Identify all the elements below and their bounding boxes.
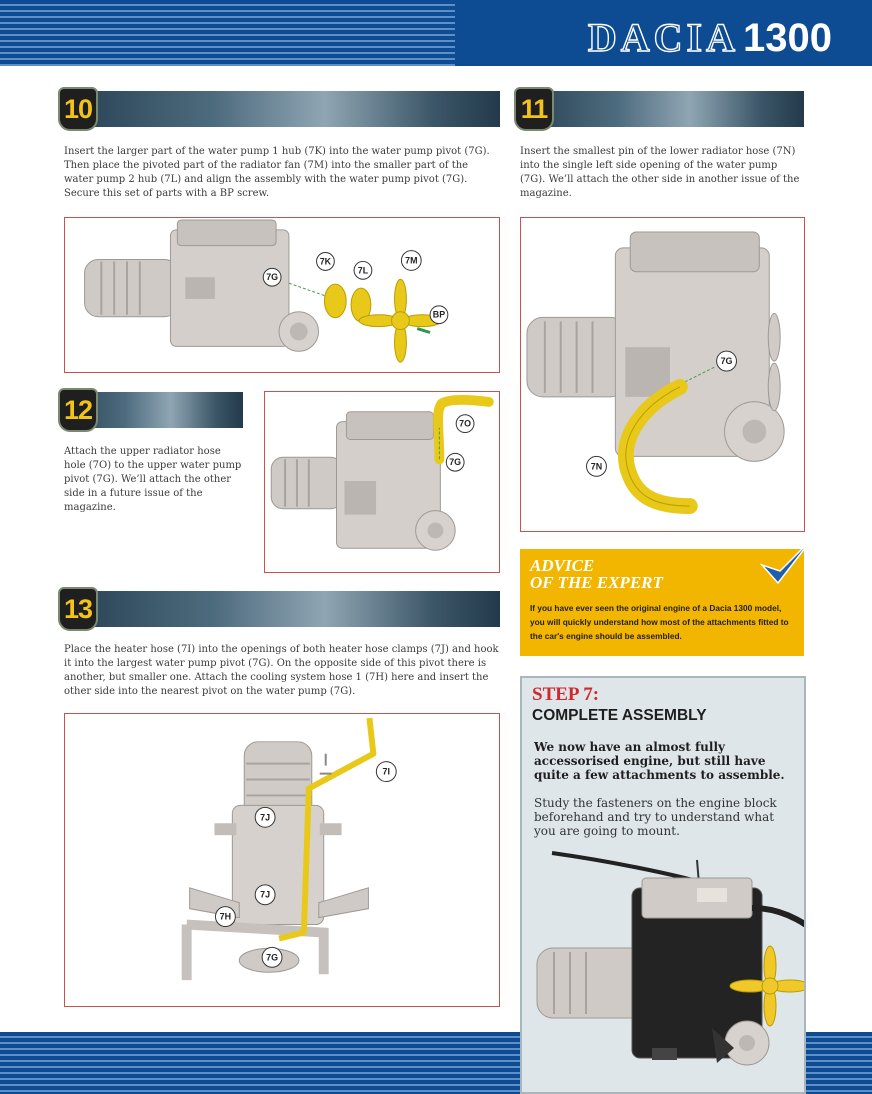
step-7-text: Study the fasteners on the engine block beforehand and try to understand what you are going to mount. bbox=[534, 796, 777, 838]
engine-illustration bbox=[521, 218, 804, 531]
assembled-engine-image bbox=[522, 848, 804, 1092]
advice-title-line2: OF THE EXPERT bbox=[530, 573, 663, 592]
step-7-panel bbox=[520, 676, 806, 1094]
step-13-text: Place the heater hose (7I) into the openings of both heater hose clamps (7J) and hook it into the largest water pump pivot (7G). On the opposite side of this pivot there is another, but smaller one. Attach the cooling system hose 1 (7H) here and insert the other side into the nearest pivot on the water pump (7G). bbox=[64, 644, 499, 697]
brand-word: DACIA bbox=[587, 15, 740, 60]
step-12-text: Attach the upper radiator hose hole (7O) to the upper water pump pivot (7G). We’ll attach the other side in a future issue of the magazine. bbox=[64, 446, 242, 513]
step-10-text: Insert the larger part of the water pump 1 hub (7K) into the water pump pivot (7G). Then place the pivoted part of the radiator fan (7M) into the smaller part of the water pump 2 hub (7L) and align the assembly with the water pump pivot (7G). Secure this set of parts with a BP screw. bbox=[64, 146, 490, 199]
brand-logo bbox=[588, 14, 832, 61]
callout-7n: 7N bbox=[590, 461, 603, 472]
engine-illustration bbox=[65, 218, 499, 372]
callout-7g: 7G bbox=[266, 272, 279, 283]
callout-7i: 7I bbox=[382, 766, 391, 777]
callout-7g: 7G bbox=[720, 356, 733, 367]
step-13-header bbox=[62, 591, 500, 627]
step-11-header bbox=[518, 91, 804, 127]
callout-bp: BP bbox=[432, 309, 446, 320]
advice-box bbox=[520, 549, 804, 656]
step-13-badge bbox=[58, 587, 98, 631]
advice-text: If you have ever seen the original engine of a Dacia 1300 model, you will quickly understand how most of the attachments fitted to the car's engine should be assembled. bbox=[530, 603, 789, 641]
step-number: 13 bbox=[63, 593, 93, 624]
engine-illustration bbox=[65, 714, 499, 1006]
step-10-badge bbox=[58, 87, 98, 131]
step-13-figure bbox=[64, 713, 500, 1007]
callout-7l: 7L bbox=[357, 265, 369, 276]
step-number: 11 bbox=[520, 93, 548, 124]
checkmark-icon bbox=[756, 535, 816, 595]
callout-7h: 7H bbox=[219, 911, 232, 922]
step-number: 12 bbox=[63, 394, 93, 425]
brand-number: 1300 bbox=[743, 16, 832, 60]
callout-7g: 7G bbox=[449, 457, 462, 468]
step-11-text: Insert the smallest pin of the lower radiator hose (7N) into the single left side opening of the water pump (7G). We’ll attach the other side in another issue of the magazine. bbox=[520, 146, 800, 199]
step-12-figure bbox=[264, 391, 500, 573]
callout-7o: 7O bbox=[459, 418, 472, 429]
engine-illustration bbox=[265, 392, 499, 572]
callout-7m: 7M bbox=[405, 255, 418, 266]
step-10-figure bbox=[64, 217, 500, 373]
callout-7j: 7J bbox=[260, 889, 271, 900]
header-stripes bbox=[0, 0, 455, 66]
step-10-header bbox=[62, 91, 500, 127]
advice-title bbox=[530, 557, 663, 591]
callout-7k: 7K bbox=[319, 256, 332, 267]
callout-7j: 7J bbox=[260, 812, 271, 823]
callout-7g: 7G bbox=[266, 952, 279, 963]
step-11-figure bbox=[520, 217, 805, 532]
step-7-title: COMPLETE ASSEMBLY bbox=[532, 707, 707, 724]
step-12-badge bbox=[58, 388, 98, 432]
step-7-bold-text: We now have an almost fully accessorised engine, but still have quite a few attachments to assemble. bbox=[534, 740, 785, 782]
step-12-header bbox=[62, 392, 243, 428]
step-11-badge bbox=[514, 87, 554, 131]
page-header bbox=[0, 0, 872, 66]
step-number: 10 bbox=[63, 93, 93, 124]
step-7-label: STEP 7: bbox=[532, 684, 600, 705]
advice-title-line1: ADVICE bbox=[530, 556, 595, 575]
